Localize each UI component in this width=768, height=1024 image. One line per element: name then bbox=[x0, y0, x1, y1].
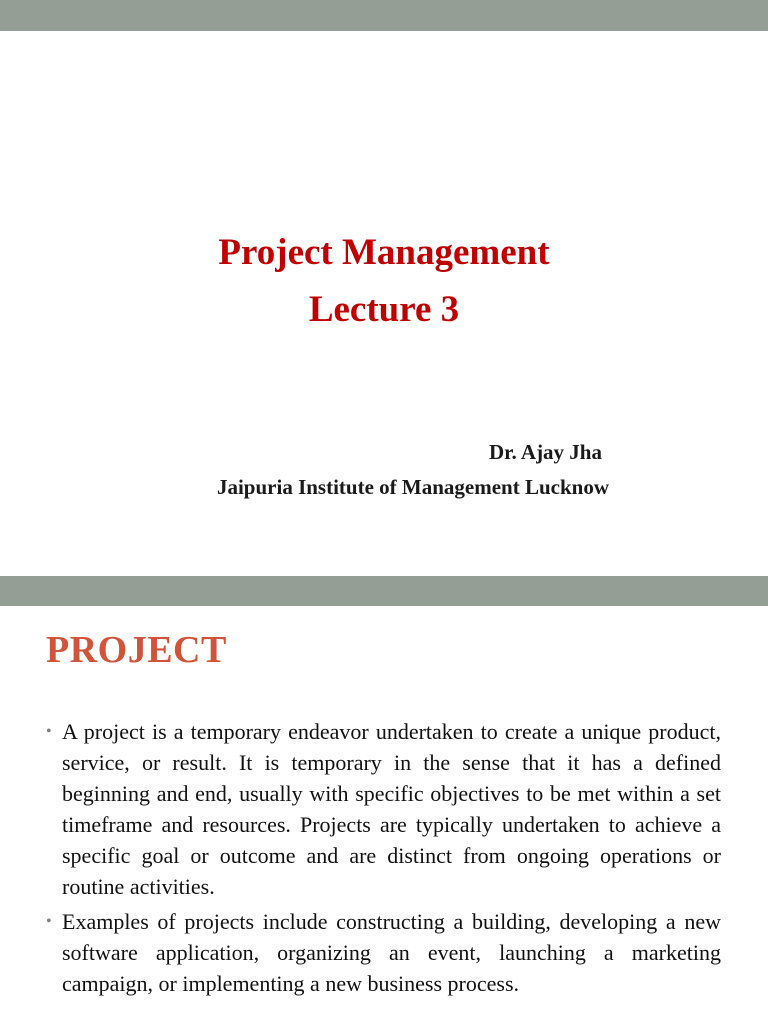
lecture-number: Lecture 3 bbox=[308, 289, 460, 330]
institute-name: Jaipuria Institute of Management Lucknow bbox=[216, 475, 609, 499]
slide-title: Project Management bbox=[218, 232, 550, 273]
content-slide bbox=[0, 606, 768, 1024]
title-slide bbox=[0, 31, 768, 576]
bullet-text: Examples of projects include constructing a building, developing a new software application, organizing an event, launching a marketing campaign, or implementing a new business process. bbox=[62, 909, 721, 996]
author-name: Dr. Ajay Jha bbox=[489, 440, 602, 464]
bullet-icon: • bbox=[46, 913, 52, 930]
slide-heading: PROJECT bbox=[46, 629, 227, 671]
bullet-text: A project is a temporary endeavor undertaken to create a unique product, service, or result. It is temporary in the sense that it has a defined beginning and end, usually with specific objectives to be met within a set timeframe and resources. Projects are typically undertaken to achieve a specific goal or outcome and are distinct from ongoing operations or routine activities. bbox=[62, 719, 721, 899]
bullet-list bbox=[46, 716, 721, 1003]
bullet-icon: • bbox=[46, 723, 52, 740]
bullet-item bbox=[46, 906, 721, 999]
bullet-item bbox=[46, 716, 721, 902]
top-divider-band bbox=[0, 0, 768, 31]
slide-divider-band bbox=[0, 576, 768, 606]
